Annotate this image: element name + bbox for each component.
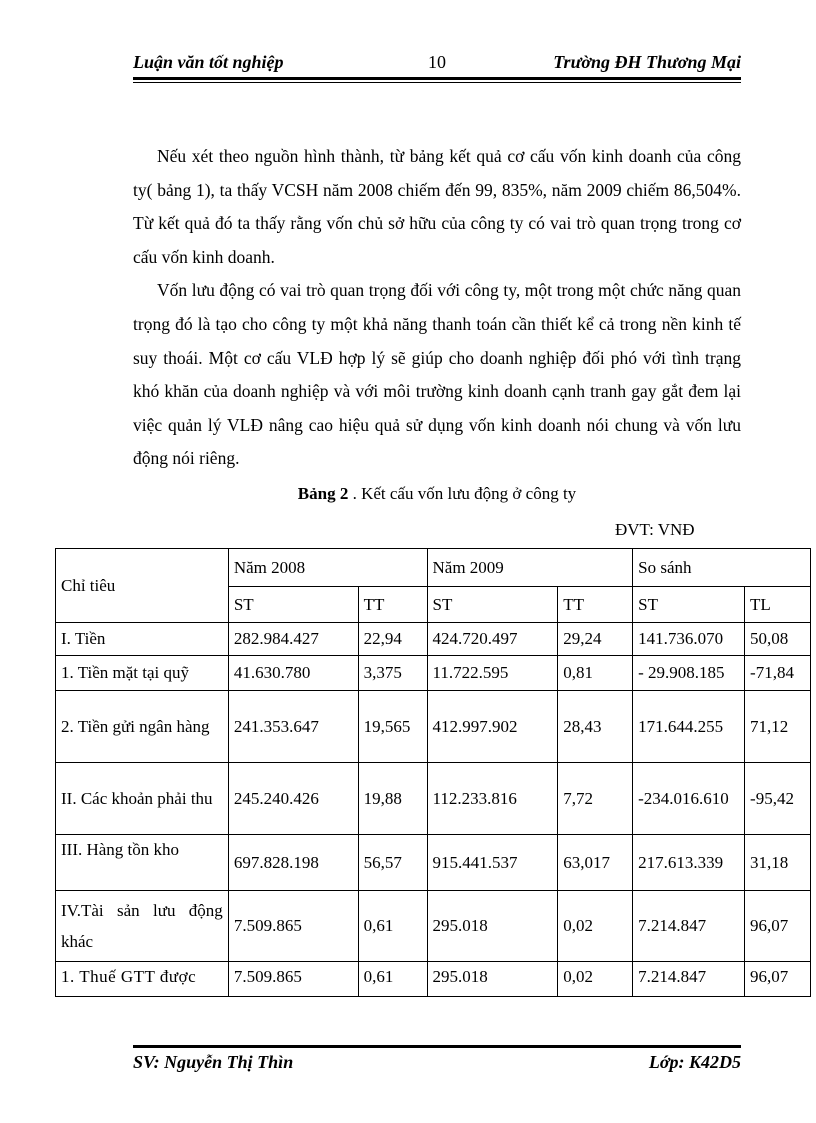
thesis-title: Luận văn tốt nghiệp [133,52,284,72]
cell: 697.828.198 [228,835,358,891]
table-row [56,962,811,997]
table-row [56,623,811,656]
cell: 141.736.070 [633,623,745,656]
currency-unit: ĐVT: VNĐ [615,520,695,539]
subheader-tt-2009: TT [558,587,633,623]
cell: 171.644.255 [633,691,745,763]
cell: 3,375 [358,656,427,691]
cell: 295.018 [427,891,558,962]
cell: 19,88 [358,763,427,835]
cell: 19,565 [358,691,427,763]
table-row [56,656,811,691]
university-name: Trường ĐH Thương Mại [553,52,741,72]
footer-rule [133,1045,741,1048]
table-caption [133,484,741,504]
subheader-st-comparison: ST [633,587,745,623]
table-row [56,835,811,891]
page-footer [133,1052,741,1076]
cell: 915.441.537 [427,835,558,891]
page-header [133,52,741,76]
cell: 245.240.426 [228,763,358,835]
cell: 31,18 [745,835,811,891]
cell: 295.018 [427,962,558,997]
cell: -234.016.610 [633,763,745,835]
group-header-comparison: So sánh [633,549,811,587]
working-capital-table [55,548,811,997]
header-rule-thin [133,82,741,83]
table-row [56,763,811,835]
table-row [56,891,811,962]
cell: 0,61 [358,962,427,997]
cell: 0,02 [558,891,633,962]
cell: 28,43 [558,691,633,763]
cell: 424.720.497 [427,623,558,656]
row-label: 2. Tiền gửi ngân hàng [56,691,229,763]
row-label: I. Tiền [56,623,229,656]
cell: 282.984.427 [228,623,358,656]
student-name: SV: Nguyễn Thị Thìn [133,1052,294,1072]
cell: 217.613.339 [633,835,745,891]
cell: 63,017 [558,835,633,891]
cell: 96,07 [745,891,811,962]
cell: 41.630.780 [228,656,358,691]
group-header-2009: Năm 2009 [427,549,633,587]
row-label: 1. Tiền mặt tại quỹ [56,656,229,691]
cell: 412.997.902 [427,691,558,763]
group-header-2008: Năm 2008 [228,549,427,587]
table-row [56,691,811,763]
cell: 7,72 [558,763,633,835]
cell: 7.214.847 [633,962,745,997]
subheader-tl-comparison: TL [745,587,811,623]
paragraph-1: Nếu xét theo nguồn hình thành, từ bảng kết quả cơ cấu vốn kinh doanh của công ty( bảng 1), ta thấy VCSH năm 2008 chiếm đến 99, 835%, năm 2009 chiếm 86,504%. Từ kết quả đó ta thấy rằng vốn chủ sở hữu của công ty có vai trò quan trọng trong cơ cấu vốn kinh doanh. [133,146,741,267]
row-label: II. Các khoản phải thu [56,763,229,835]
cell: 56,57 [358,835,427,891]
cell: 0,02 [558,962,633,997]
cell: 0,61 [358,891,427,962]
cell: 22,94 [358,623,427,656]
cell: 71,12 [745,691,811,763]
cell: 241.353.647 [228,691,358,763]
class-code: Lớp: K42D5 [648,1052,741,1072]
cell: 7.214.847 [633,891,745,962]
cell: 7.509.865 [228,962,358,997]
subheader-st-2008: ST [228,587,358,623]
cell: 11.722.595 [427,656,558,691]
cell: -71,84 [745,656,811,691]
cell: 50,08 [745,623,811,656]
cell: 112.233.816 [427,763,558,835]
row-label: IV.Tài sản lưu động khác [56,891,229,962]
row-label: III. Hàng tồn kho [56,835,229,891]
cell: -95,42 [745,763,811,835]
page-number: 10 [428,52,446,72]
cell: 7.509.865 [228,891,358,962]
subheader-st-2009: ST [427,587,558,623]
indicator-header: Chỉ tiêu [56,549,229,623]
row-label: 1. Thuế GTT được [56,962,229,997]
cell: 0,81 [558,656,633,691]
cell: 29,24 [558,623,633,656]
cell: 96,07 [745,962,811,997]
table-caption-label: Bảng 2 [297,484,349,503]
table-header-row [56,549,811,587]
paragraph-2: Vốn lưu động có vai trò quan trọng đối với công ty, một trong một chức năng quan trọng đó là tạo cho công ty một khả năng thanh toán cần thiết kể cả trong nền kinh tế suy thoái. Một cơ cấu VLĐ hợp lý sẽ giúp cho doanh nghiệp đối phó với tình trạng khó khăn của doanh nghiệp và với môi trường kinh doanh cạnh tranh gay gắt đem lại việc quản lý VLĐ nâng cao hiệu quả sử dụng vốn kinh doanh nói chung và vốn lưu động nói riêng. [133,280,741,469]
table-caption-text: . Kết cấu vốn lưu động ở công ty [348,484,577,503]
cell: - 29.908.185 [633,656,745,691]
body-text [133,140,741,476]
header-rule-thick [133,77,741,80]
subheader-tt-2008: TT [358,587,427,623]
